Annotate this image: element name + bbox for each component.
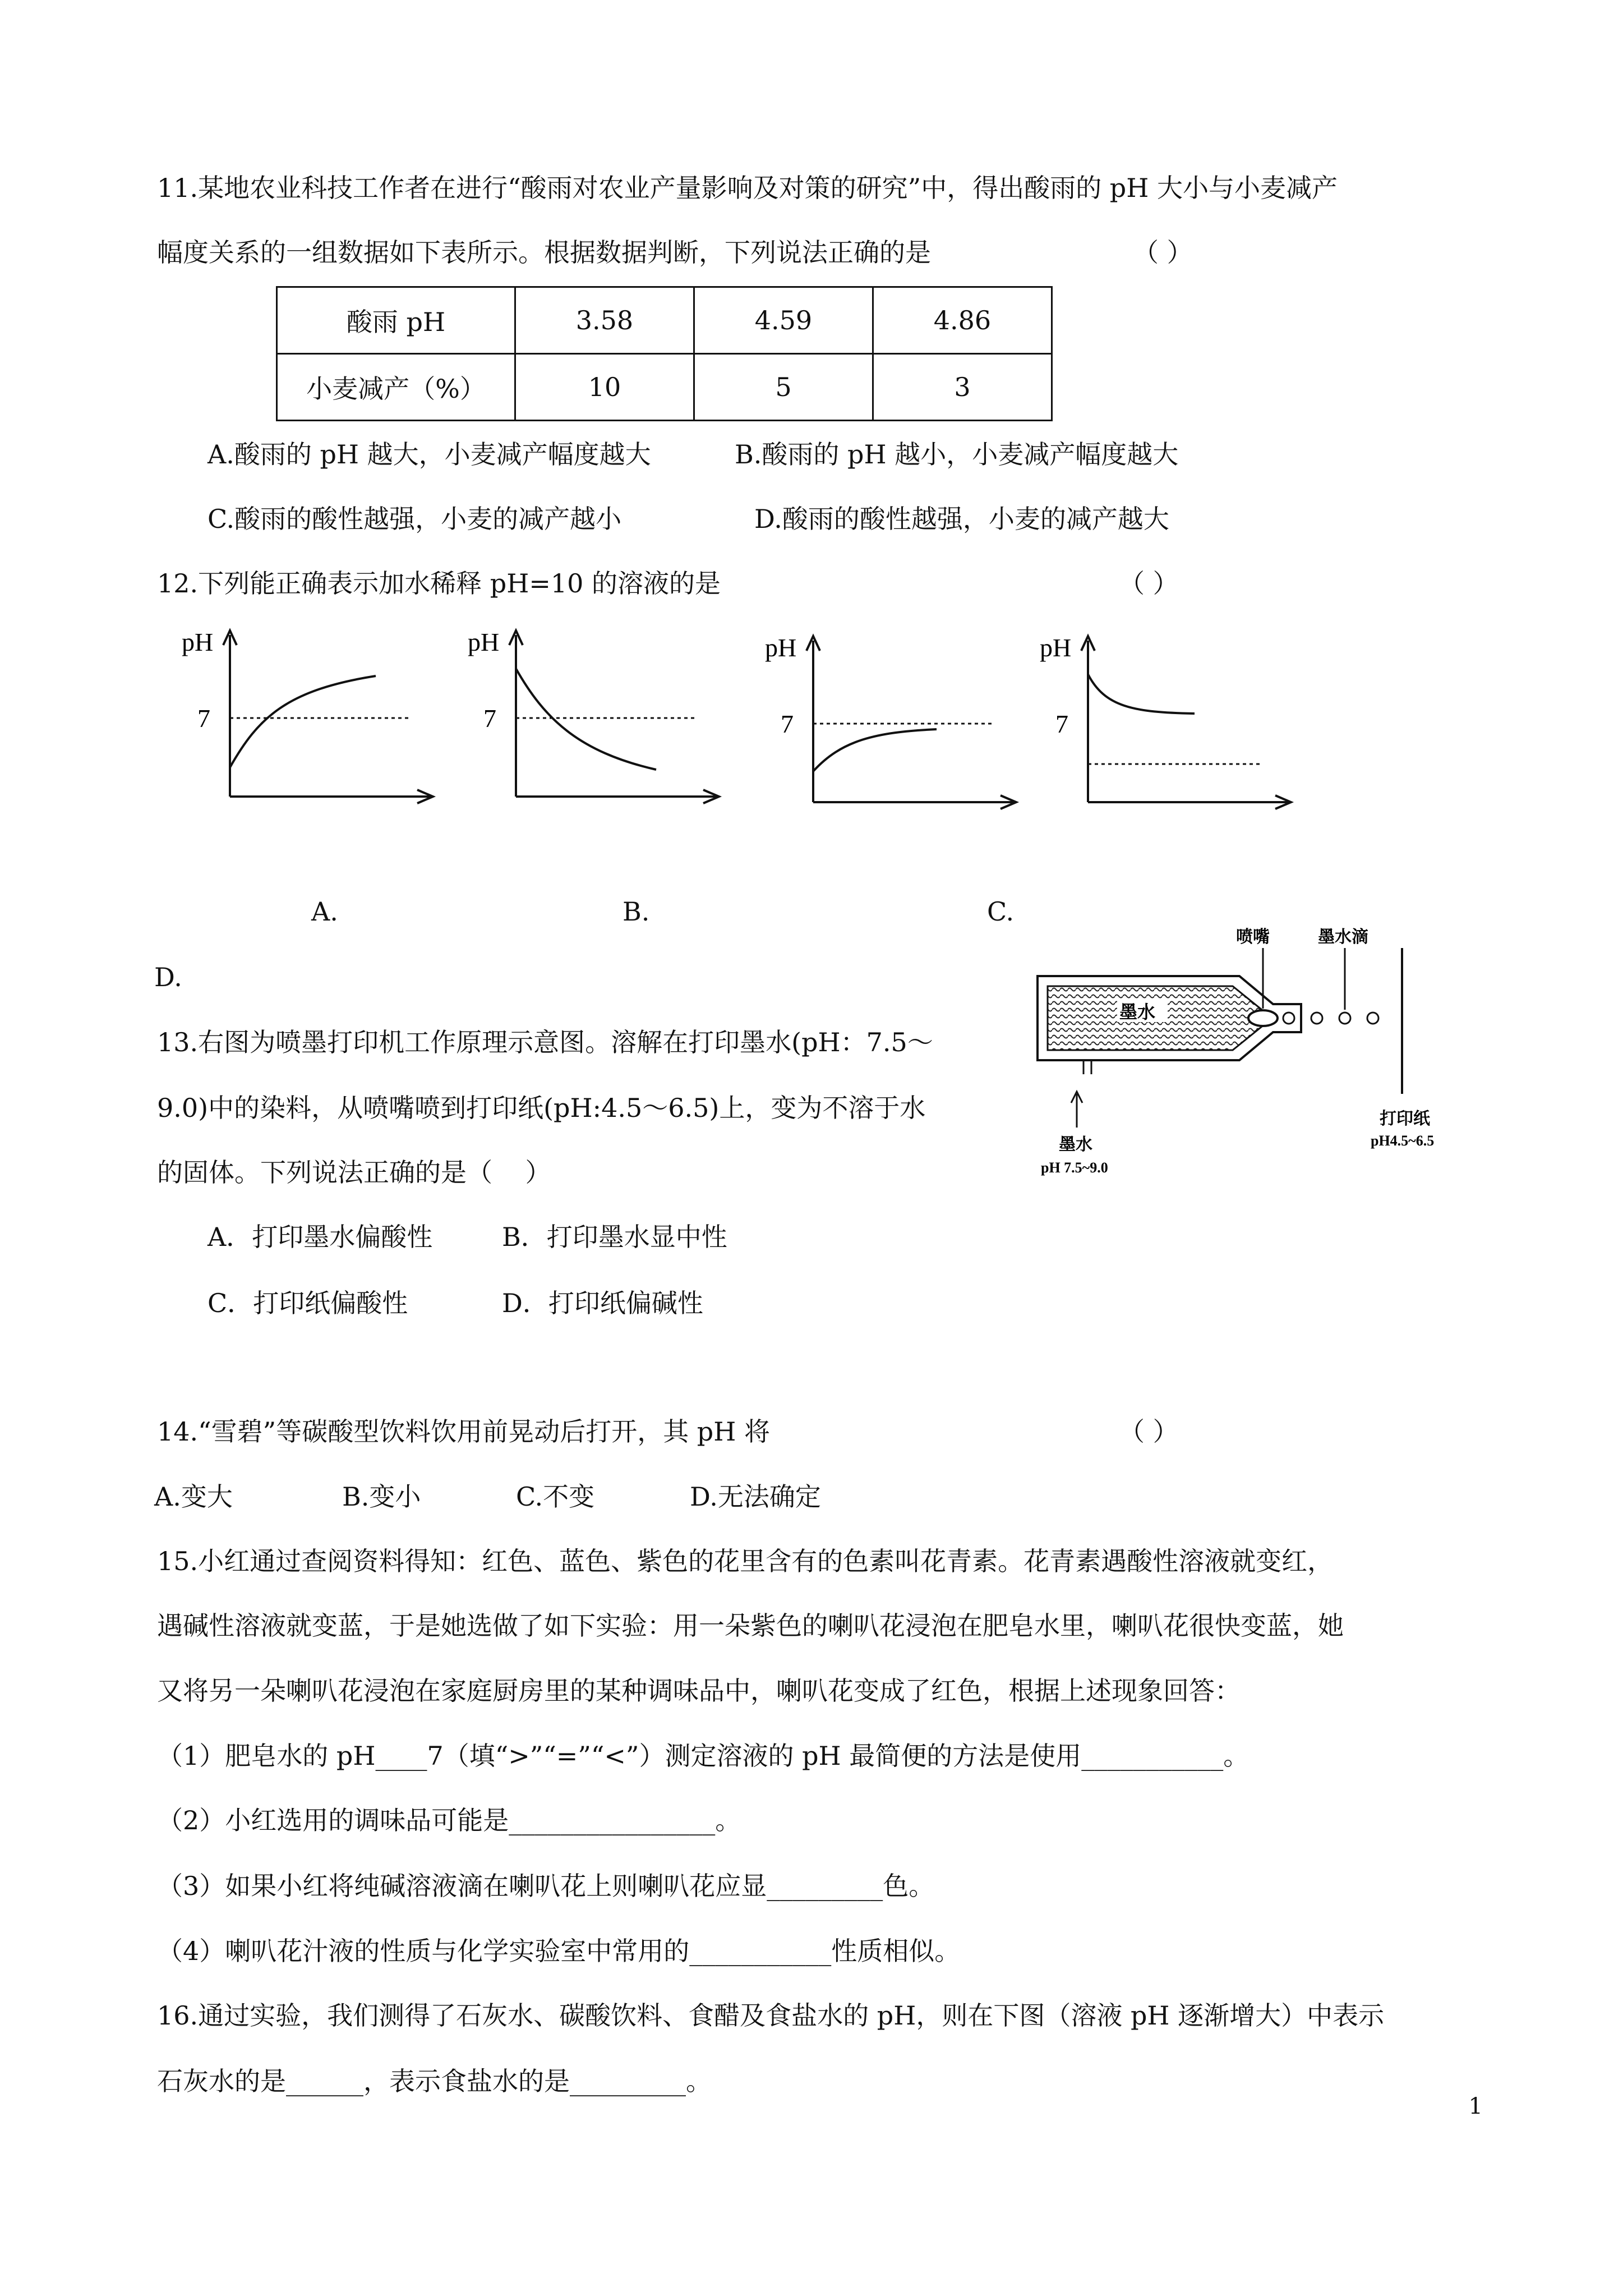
ink-drop: [1311, 1013, 1322, 1024]
q15-sub2: （2）小红选用的调味品可能是________________。: [157, 1805, 741, 1835]
y-axis-label: pH: [468, 628, 500, 656]
q12-option-a: A.: [311, 896, 338, 927]
q13-option-d: D．打印纸偏碱性: [502, 1288, 703, 1318]
q11-option-d: D.酸雨的酸性越强，小麦的减产越大: [754, 504, 1169, 534]
q11-option-c: C.酸雨的酸性越强，小麦的减产越小: [208, 504, 622, 534]
q13-inkjet-diagram: [1021, 926, 1435, 1178]
q14-option-d: D.无法确定: [690, 1481, 821, 1512]
q12-option-d: D.: [154, 962, 182, 992]
q13-option-a: A．打印墨水偏酸性: [208, 1222, 433, 1252]
y-axis-label: pH: [1040, 633, 1072, 662]
q15-stem-line3: 又将另一朵喇叭花浸泡在家庭厨房里的某种调味品中，喇叭花变成了红色，根据上述现象回答：: [157, 1676, 1241, 1706]
q14-option-c: C.不变: [516, 1481, 595, 1512]
ink-drop: [1339, 1013, 1350, 1024]
q12-stem: 12.下列能正确表示加水稀释 pH=10 的溶液的是: [157, 568, 721, 599]
q11-answer-bracket: （ ）: [1133, 237, 1193, 268]
ref-line-label: 7: [1055, 710, 1068, 738]
table-cell: 4.86: [873, 287, 1052, 354]
q13-option-b: B．打印墨水显中性: [502, 1222, 727, 1252]
table-cell: 4.59: [694, 287, 873, 354]
q11-option-b: B.酸雨的 pH 越小，小麦减产幅度越大: [735, 439, 1179, 470]
ink-drop: [1367, 1013, 1378, 1024]
q13-stem-line2: 9.0)中的染料，从喷嘴喷到打印纸(pH:4.5～6.5)上，变为不溶于水: [157, 1093, 926, 1123]
ink-inlet-label: 墨水: [1059, 1135, 1092, 1154]
q15-stem-line1: 15.小红通过查阅资料得知：红色、蓝色、紫色的花里含有的色素叫花青素。花青素遇酸性溶液就变红，: [157, 1546, 1334, 1576]
table-cell: 3.58: [515, 287, 694, 354]
q11-stem-line2: 幅度关系的一组数据如下表所示。根据数据判断，下列说法正确的是: [157, 237, 931, 268]
q15-sub4: （4）喇叭花汁液的性质与化学实验室中常用的___________性质相似。: [157, 1936, 961, 1966]
q14-stem: 14.“雪碧”等碳酸型饮料饮用前晃动后打开，其 pH 将: [157, 1416, 770, 1447]
q13-stem-line1: 13.右图为喷墨打印机工作原理示意图。溶解在打印墨水(pH：7.5～: [157, 1027, 933, 1057]
q12-graph-a: [174, 623, 437, 808]
y-axis-label: pH: [765, 633, 797, 662]
q12-answer-bracket: （ ）: [1119, 568, 1179, 599]
y-axis-label: pH: [182, 628, 214, 656]
q14-option-a: A.变大: [154, 1481, 233, 1512]
q15-stem-line2: 遇碱性溶液就变蓝，于是她选做了如下实验：用一朵紫色的喇叭花浸泡在肥皂水里，喇叭花很快变蓝，她: [157, 1611, 1344, 1641]
q12-graph-d: [1032, 628, 1295, 813]
table-cell: 酸雨 pH: [277, 287, 515, 354]
ref-line-label: 7: [483, 704, 496, 733]
ink-drop: [1283, 1013, 1294, 1024]
page-number: 1: [1468, 2093, 1483, 2119]
table-cell: 小麦减产（%）: [277, 354, 515, 421]
q15-sub3: （3）如果小红将纯碱溶液滴在喇叭花上则喇叭花应显_________色。: [157, 1871, 935, 1901]
table-cell: 10: [515, 354, 694, 421]
nozzle-label: 喷嘴: [1236, 928, 1270, 946]
q16-stem-line2: 石灰水的是______，表示食盐水的是_________。: [157, 2066, 712, 2096]
q11-data-table: [276, 286, 1053, 421]
table-cell: 5: [694, 354, 873, 421]
ref-line-label: 7: [781, 710, 794, 738]
q12-graph-c: [757, 628, 1021, 813]
q12-graph-b: [460, 623, 723, 808]
q14-answer-bracket: （ ）: [1119, 1416, 1179, 1447]
q11-option-a: A.酸雨的 pH 越大，小麦减产幅度越大: [208, 439, 651, 470]
table-row: [277, 287, 1052, 354]
table-row: [277, 354, 1052, 421]
paper-ph: pH4.5~6.5: [1371, 1133, 1435, 1149]
q12-option-b: B.: [623, 896, 650, 927]
paper-label: 打印纸: [1380, 1110, 1430, 1128]
table-cell: 3: [873, 354, 1052, 421]
q11-stem-line1: 11.某地农业科技工作者在进行“酸雨对农业产量影响及对策的研究”中，得出酸雨的 pH 大小与小麦减产: [157, 173, 1338, 203]
ref-line-label: 7: [197, 704, 210, 733]
ink-label: 墨水: [1119, 1002, 1156, 1022]
q13-option-c: C．打印纸偏酸性: [208, 1288, 408, 1318]
q12-option-c: C.: [987, 896, 1015, 927]
q13-stem-line3: 的固体。下列说法正确的是（ ）: [157, 1157, 551, 1188]
nozzle: [1248, 1010, 1278, 1026]
q16-stem-line1: 16.通过实验，我们测得了石灰水、碳酸饮料、食醋及食盐水的 pH，则在下图（溶液 pH 逐渐增大）中表示: [157, 2000, 1385, 2031]
q15-sub1: （1）肥皂水的 pH____7（填“>”“=”“<”）测定溶液的 pH 最简便的方法是使用___________。: [157, 1741, 1249, 1771]
ink-inlet-ph: pH 7.5~9.0: [1041, 1159, 1108, 1176]
q14-option-b: B.变小: [342, 1481, 421, 1512]
drop-label: 墨水滴: [1318, 928, 1368, 946]
